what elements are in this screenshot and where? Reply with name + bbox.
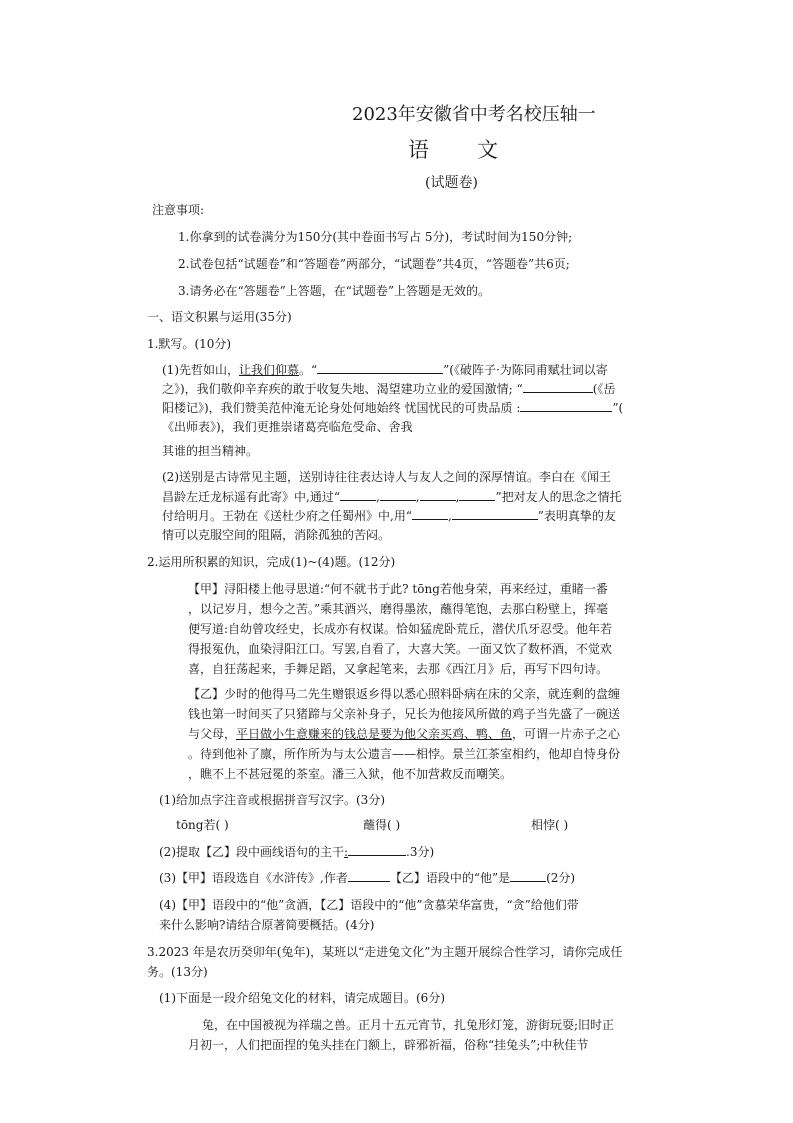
answer-blank-4[interactable] [340,488,376,501]
q1-text: ”表明真挚的友 [537,509,616,523]
q2-sub2-score: .3分) [406,845,435,859]
q1-quote-open: 。“ [299,363,318,377]
q3-para-line2: 月初一，人们把面捏的兔头挂在门额上，辟邪祈福，俗称“挂兔头”;中秋佳节 [188,1038,589,1052]
q1-p2-line3: 付给明月。王勃在《送杜少府之任蜀州》中,用“ , ”表明真挚的友 [162,509,616,523]
notice-item-1: 1.你拿到的试卷满分为150分(其中卷面书写占 5分)，考试时间为150分钟; [178,230,573,244]
yi-line-4: 。待到他补了廪，所作所为与太公遗言——相悖。景兰江茶室相约，他却自恃身份 [188,747,621,761]
q1-p2-line4: 情可以克服空间的阻隔，消除孤独的苦闷。 [162,528,391,542]
q1-source-2: (《岳 [592,382,616,396]
q2-title: 2.运用所积累的知识，完成(1)~(4)题。(12分) [147,555,396,569]
q1-underlined-phrase: 让我们仰慕 [239,363,300,377]
q2-sub4-line2: 来什么影响?请结合原著简要概括。(4分) [159,918,375,932]
answer-blank-9[interactable] [452,507,538,520]
q1-p2-line1: (2)送别是古诗常见主题，送别诗往往表达诗人与友人之间的深厚情谊。李白在《闻王 [162,470,612,484]
yi-line-3 [188,724,620,744]
pinyin-item-1[interactable]: tōng若( ) [176,818,229,832]
answer-blank-7[interactable] [459,488,495,501]
q2-sub2 [159,842,434,862]
notice-item-3: 3.请务必在“答题卷”上答题，在“试题卷”上答题是无效的。 [178,284,490,298]
answer-blank-5[interactable] [380,488,416,501]
q2-sub2-colon: : [344,845,349,859]
yi-line-1: 【乙】少时的他得马二先生赠银返乡得以悉心照料卧病在床的父亲，就连剩的盘缠 [188,687,621,701]
q1-text: 阳楼记》)，我们赞美范仲淹无论身处何地始终 忧国忧民的可贵品质 : [162,401,521,415]
q3-line1: 3.2023 年是农历癸卯年(兔年)，某班以“走进兔文化”为主题开展综合性学习，请你完成任 [147,945,623,959]
q1-p1-line4: 《出师表》)，我们更推崇诸葛亮临危受命、舍我 [162,420,413,434]
notice-heading: 注意事项: [152,203,205,217]
answer-blank-trunk[interactable] [348,843,406,856]
answer-blank-1[interactable] [317,361,443,374]
q1-text: 之》)，我们敬仰辛弃疾的敢于收复失地、渴望建功立业的爱国激情; “ [162,382,523,396]
paper-type: (试题卷) [425,175,478,191]
q1-text: 付给明月。王勃在《送杜少府之任蜀州》中,用“ [162,509,412,523]
q1-text: 昌龄左迁龙标遥有此寄》中,通过“ [162,490,340,504]
q3-line2: 务。(13分) [147,965,208,979]
q2-sub4-line1: (4)【甲】语段中的“他”贪酒，【乙】语段中的“他”贪慕荣华富贵，“贪”给他们带 [159,898,579,912]
exam-title: 2023年安徽省中考名校压轴一 [352,104,596,125]
jia-line-1: 【甲】浔阳楼上他寻思道:“何不就书于此? tōng若他身荣，再来经过，重睹一番 [188,582,608,596]
q1-p1-text: (1)先哲如山， [162,363,239,377]
q3-para-line1: 兔，在中国被视为祥瑞之兽。正月十五元宵节，扎兔形灯笼，游街玩耍;旧时正 [202,1018,615,1032]
q2-sub3-score: (2分) [546,871,576,885]
yi-line-5: ，瞧不上不甚冠冕的茶室。潘三入狱，他不加营救反而嘲笑。 [188,767,513,781]
q2-sub3-text: 【乙】语段中的“他”是 [389,871,511,885]
q1-p1-line3 [162,398,623,418]
yi-text: 与父母， [188,727,237,741]
q1-title: 1.默写。(10分) [147,337,232,351]
q1-p2-line2: 昌龄左迁龙标遥有此寄》中,通过“ , , , ”把对友人的思念之情托 [162,490,622,504]
answer-blank-3[interactable] [520,399,612,412]
q1-p1-line2 [162,379,615,399]
jia-line-5: 喜，自狂荡起来，手舞足蹈，又拿起笔来，去那《西江月》后，再写下四句诗。 [188,662,609,676]
q3-sub1: (1)下面是一段介绍兔文化的材料，请完成题目。(6分) [159,991,445,1005]
jia-line-4: 得报冤仇，血染浔阳江口。写罢,自看了，大喜大笑。一面又饮了数杯酒，不觉欢 [188,642,612,656]
section-title: 一、语文积累与运用(35分) [147,310,292,324]
q1-p1-line1 [162,360,608,380]
q2-sub3-text: (3)【甲】语段选自《水浒传》,作者 [159,871,348,885]
answer-blank-person[interactable] [510,869,546,882]
notice-item-2: 2.试卷包括“试题卷”和“答题卷”两部分，“试题卷”共4页，“答题卷”共6页; [178,257,570,271]
subject-title: 语文 [408,138,546,162]
answer-blank-8[interactable] [412,507,448,520]
answer-blank-author[interactable] [348,869,390,882]
pinyin-item-3[interactable]: 相悖( ) [531,818,569,832]
yi-line-2: 钱也第一时间买了只猪蹄与父亲补身子，兄长为他接风所做的鸡子当先盛了一碗送 [188,707,621,721]
yi-text: ，可谓一片赤子之心 [512,727,621,741]
answer-blank-2[interactable] [523,380,593,393]
q2-sub3 [159,868,575,888]
q1-source-1: ”(《破阵子·为陈同甫赋壮词以寄 [443,363,608,377]
pinyin-item-2[interactable]: 蘸得( ) [363,818,401,832]
q2-sub1: (1)给加点字注音或根据拼音写汉字。(3分) [159,793,385,807]
q1-quote-close: ”( [612,401,624,415]
answer-blank-6[interactable] [420,488,456,501]
jia-line-2: ，以记岁月，想今之苦。”乘其酒兴，磨得墨浓，蘸得笔饱，去那白粉壁上，挥毫 [188,602,609,616]
q1-p1-line5: 其谁的担当精神。 [162,444,259,458]
q2-sub2-text: (2)提取【乙】段中画线语句的主干 [159,845,344,859]
yi-underlined-sentence: 平日做小生意赚来的钱总是要为他父亲买鸡、鸭、鱼 [236,727,513,741]
jia-line-3: 便写道:自幼曾攻经史，长成亦有权谋。恰如猛虎卧荒丘，潜伏爪牙忍受。他年若 [188,622,613,636]
q1-text: ”把对友人的思念之情托 [495,490,622,504]
